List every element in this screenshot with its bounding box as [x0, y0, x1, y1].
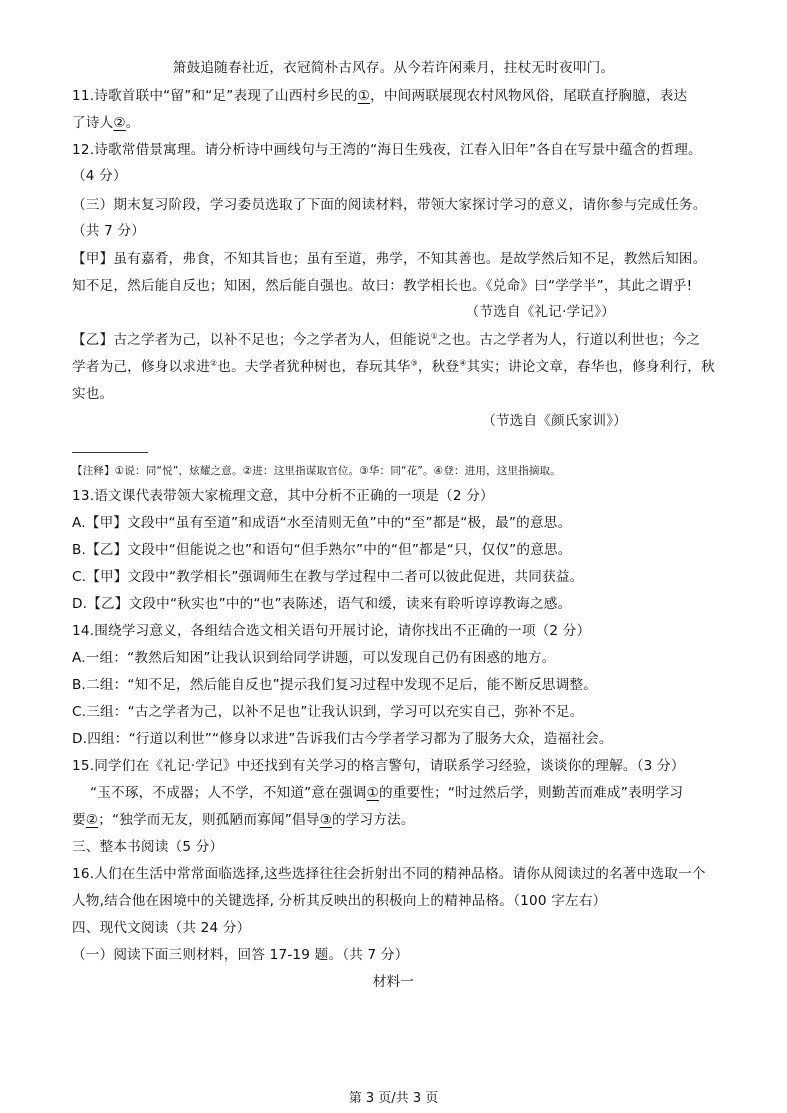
question-15: 15.同学们在《礼记·学记》中还找到有关学习的格言警句，请联系学习经验，谈谈你的理解。（3 分） — [72, 758, 685, 774]
footnotes: 【注释】①说：同“悦”，炫耀之意。②进：这里指谋取官位。③华：同“花”。④登：进用，这里指摘取。 — [72, 465, 562, 477]
question-16-line-1: 16.人们在生活中常常面临选择,这些选择往往会折射出不同的精神品格。请你从阅读过的名著中选取一个 — [72, 866, 706, 882]
question-13: 13.语文课代表带领大家梳理文意，其中分析不正确的一项是（2 分） — [72, 488, 494, 504]
subsection-1-intro: （一）阅读下面三则材料，回答 17-19 题。（共 7 分） — [72, 947, 409, 963]
question-13-option-c: C.【甲】文段中“教学相长”强调师生在教与学过程中二者可以彼此促进，共同获益。 — [72, 569, 584, 585]
question-14-option-b: B.二组：“知不足，然后能自反也”提示我们复习过程中发现不足后，能不断反思调整。 — [72, 677, 598, 693]
question-11-line-2: 了诗人②。 — [72, 115, 140, 131]
poem-last-line: 箫鼓追随春社近，衣冠简朴古风存。从今若许闲乘月，拄杖无时夜叩门。 — [172, 60, 615, 76]
section-modern-reading-heading: 四、现代文阅读（共 24 分） — [72, 920, 251, 936]
question-14: 14.围绕学习意义，各组结合选文相关语句开展讨论，请你找出不正确的一项（2 分） — [72, 623, 591, 639]
question-14-option-a: A.一组：“教然后知困”让我认识到给同学讲题，可以发现自己仍有困惑的地方。 — [72, 650, 556, 666]
question-14-option-c: C.三组：“古之学者为己，以补不足也”让我认识到，学习可以充实自己，弥补不足。 — [72, 704, 584, 720]
section-3-intro: （三）期末复习阶段，学习委员选取了下面的阅读材料，带领大家探讨学习的意义，请你参与完成任务。 — [72, 197, 707, 213]
passage-yi-line-2: 学者为己，修身以求进②也。夫学者犹种树也，春玩其华③，秋登④其实；讲论文章，春华也，修身利行，秋 — [72, 358, 715, 375]
question-14-option-d: D.四组：“行道以利世”“修身以求进”告诉我们古今学者学习都为了服务大众，造福社会。 — [72, 731, 613, 747]
blank-1: ① — [357, 88, 371, 104]
blank-5: ③ — [319, 812, 332, 828]
question-13-option-d: D.【乙】文段中“秋实也”中的“也”表陈述，语气和缓，读来有聆听谆谆教诲之感。 — [72, 596, 572, 612]
passage-yi-line-3: 实也。 — [72, 386, 114, 402]
question-13-option-b: B.【乙】文段中“但能说之也”和语句“但手熟尔”中的“但”都是“只，仅仅”的意思。 — [72, 542, 572, 558]
question-15-line-3: 要②；“独学而无友，则孤陋而寡闻”倡导③的学习方法。 — [72, 812, 415, 828]
passage-yi-line-1: 【乙】古之学者为己，以补不足也；今之学者为人，但能说①之也。古之学者为人，行道以利世也；今之 — [72, 331, 701, 348]
passage-jia-source: （节选自《礼记·学记》） — [465, 304, 615, 320]
passage-yi-source: （节选自《颜氏家训》） — [482, 413, 627, 429]
question-12-line-2: （4 分） — [72, 168, 127, 184]
footnote-divider — [72, 452, 148, 453]
question-13-option-a: A.【甲】文段中“虽有至道”和成语“水至清则无鱼”中的“至”都是“极，最”的意思。 — [72, 515, 572, 531]
question-12-line-1: 12.诗歌常借景寓理。请分析诗中画线句与王湾的“海日生残夜，江春入旧年”各自在写景中蕴含的哲理。 — [72, 142, 702, 158]
blank-2: ② — [113, 115, 126, 131]
question-15-line-2: “玉不琢，不成器；人不学，不知道”意在强调①的重要性；“时过然后学，则勤苦而难成”表明学习 — [90, 785, 684, 801]
section-whole-book-heading: 三、整本书阅读（5 分） — [72, 839, 224, 855]
question-16-line-2: 人物,结合他在困境中的关键选择, 分析其反映出的积极向上的精神品格。（100 字左右） — [72, 893, 607, 909]
material-1-heading: 材料一 — [372, 974, 415, 990]
blank-3: ① — [366, 785, 379, 801]
question-11-line-1: 11.诗歌首联中“留”和“足”表现了山西村乡民的①，中间两联展现农村风物风俗，尾联直抒胸臆，表达 — [72, 88, 688, 104]
passage-jia-line-2: 知不足，然后能自反也；知困，然后能自强也。故曰：教学相长也。《兑命》曰“学学半”，其此之谓乎! — [72, 278, 693, 294]
section-3-score: （共 7 分） — [72, 223, 146, 239]
page-footer: 第 3 页/共 3 页 — [348, 1091, 439, 1106]
blank-4: ② — [85, 812, 99, 828]
passage-jia-line-1: 【甲】虽有嘉肴，弗食，不知其旨也；虽有至道，弗学，不知其善也。是故学然后知不足，教然后知困。 — [72, 251, 707, 267]
